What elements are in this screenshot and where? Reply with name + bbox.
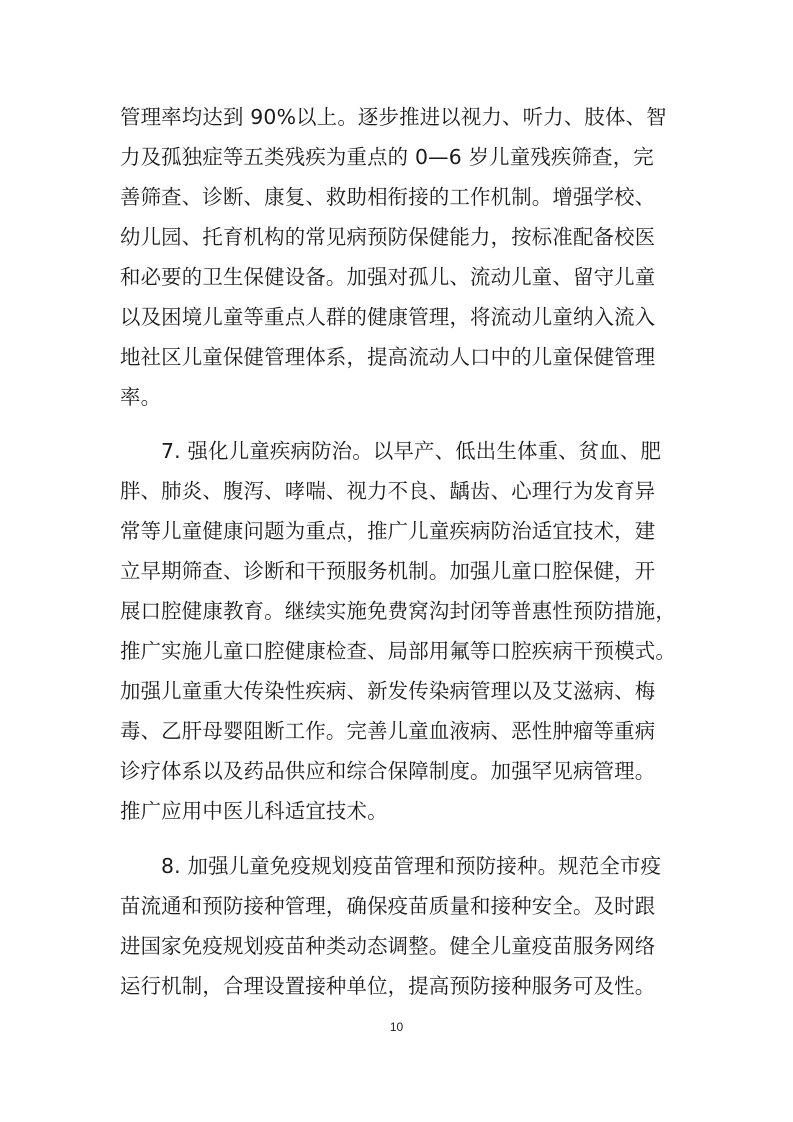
text-line: 常等儿童健康问题为重点，推广儿童疾病防治适宜技术，建 bbox=[120, 519, 656, 543]
text-line: 率。 bbox=[120, 385, 162, 409]
text-line: 善筛查、诊断、康复、救助相衔接的工作机制。增强学校、 bbox=[120, 185, 656, 209]
text-line: 和必要的卫生保健设备。加强对孤儿、流动儿童、留守儿童 bbox=[120, 265, 656, 289]
text-line: 毒、乙肝母婴阻断工作。完善儿童血液病、恶性肿瘤等重病 bbox=[120, 719, 656, 743]
text-line: 展口腔健康教育。继续实施免费窝沟封闭等普惠性预防措施， bbox=[120, 599, 676, 623]
text-line: 立早期筛查、诊断和干预服务机制。加强儿童口腔保健，开 bbox=[120, 559, 656, 583]
text-line: 进国家免疫规划疫苗种类动态调整。健全儿童疫苗服务网络 bbox=[120, 934, 656, 958]
text-line: 加强儿童重大传染性疾病、新发传染病管理以及艾滋病、梅 bbox=[120, 679, 656, 703]
text-line: 推广应用中医儿科适宜技术。 bbox=[120, 799, 388, 823]
page-number: 10 bbox=[389, 1020, 404, 1034]
text-line: 推广实施儿童口腔健康检查、局部用氟等口腔疾病干预模式。 bbox=[120, 639, 676, 663]
text-line: 胖、肺炎、腹泻、哮喘、视力不良、龋齿、心理行为发育异 bbox=[120, 479, 656, 503]
section-7-heading-line: 7. 强化儿童疾病防治。以早产、低出生体重、贫血、肥 bbox=[161, 439, 662, 463]
text-line: 以及困境儿童等重点人群的健康管理，将流动儿童纳入流入 bbox=[120, 305, 656, 329]
text-line: 运行机制，合理设置接种单位，提高预防接种服务可及性。 bbox=[120, 974, 656, 998]
text-line: 诊疗体系以及药品供应和综合保障制度。加强罕见病管理。 bbox=[120, 759, 656, 783]
text-line: 力及孤独症等五类残疾为重点的 0—6 岁儿童残疾筛查，完 bbox=[120, 145, 654, 169]
text-line: 苗流通和预防接种管理，确保疫苗质量和接种安全。及时跟 bbox=[120, 894, 656, 918]
section-8-heading-line: 8. 加强儿童免疫规划疫苗管理和预防接种。规范全市疫 bbox=[161, 854, 662, 878]
text-line: 管理率均达到 90%以上。逐步推进以视力、听力、肢体、智 bbox=[120, 105, 667, 129]
text-line: 幼儿园、托育机构的常见病预防保健能力，按标准配备校医 bbox=[120, 225, 656, 249]
text-line: 地社区儿童保健管理体系，提高流动人口中的儿童保健管理 bbox=[120, 345, 656, 369]
